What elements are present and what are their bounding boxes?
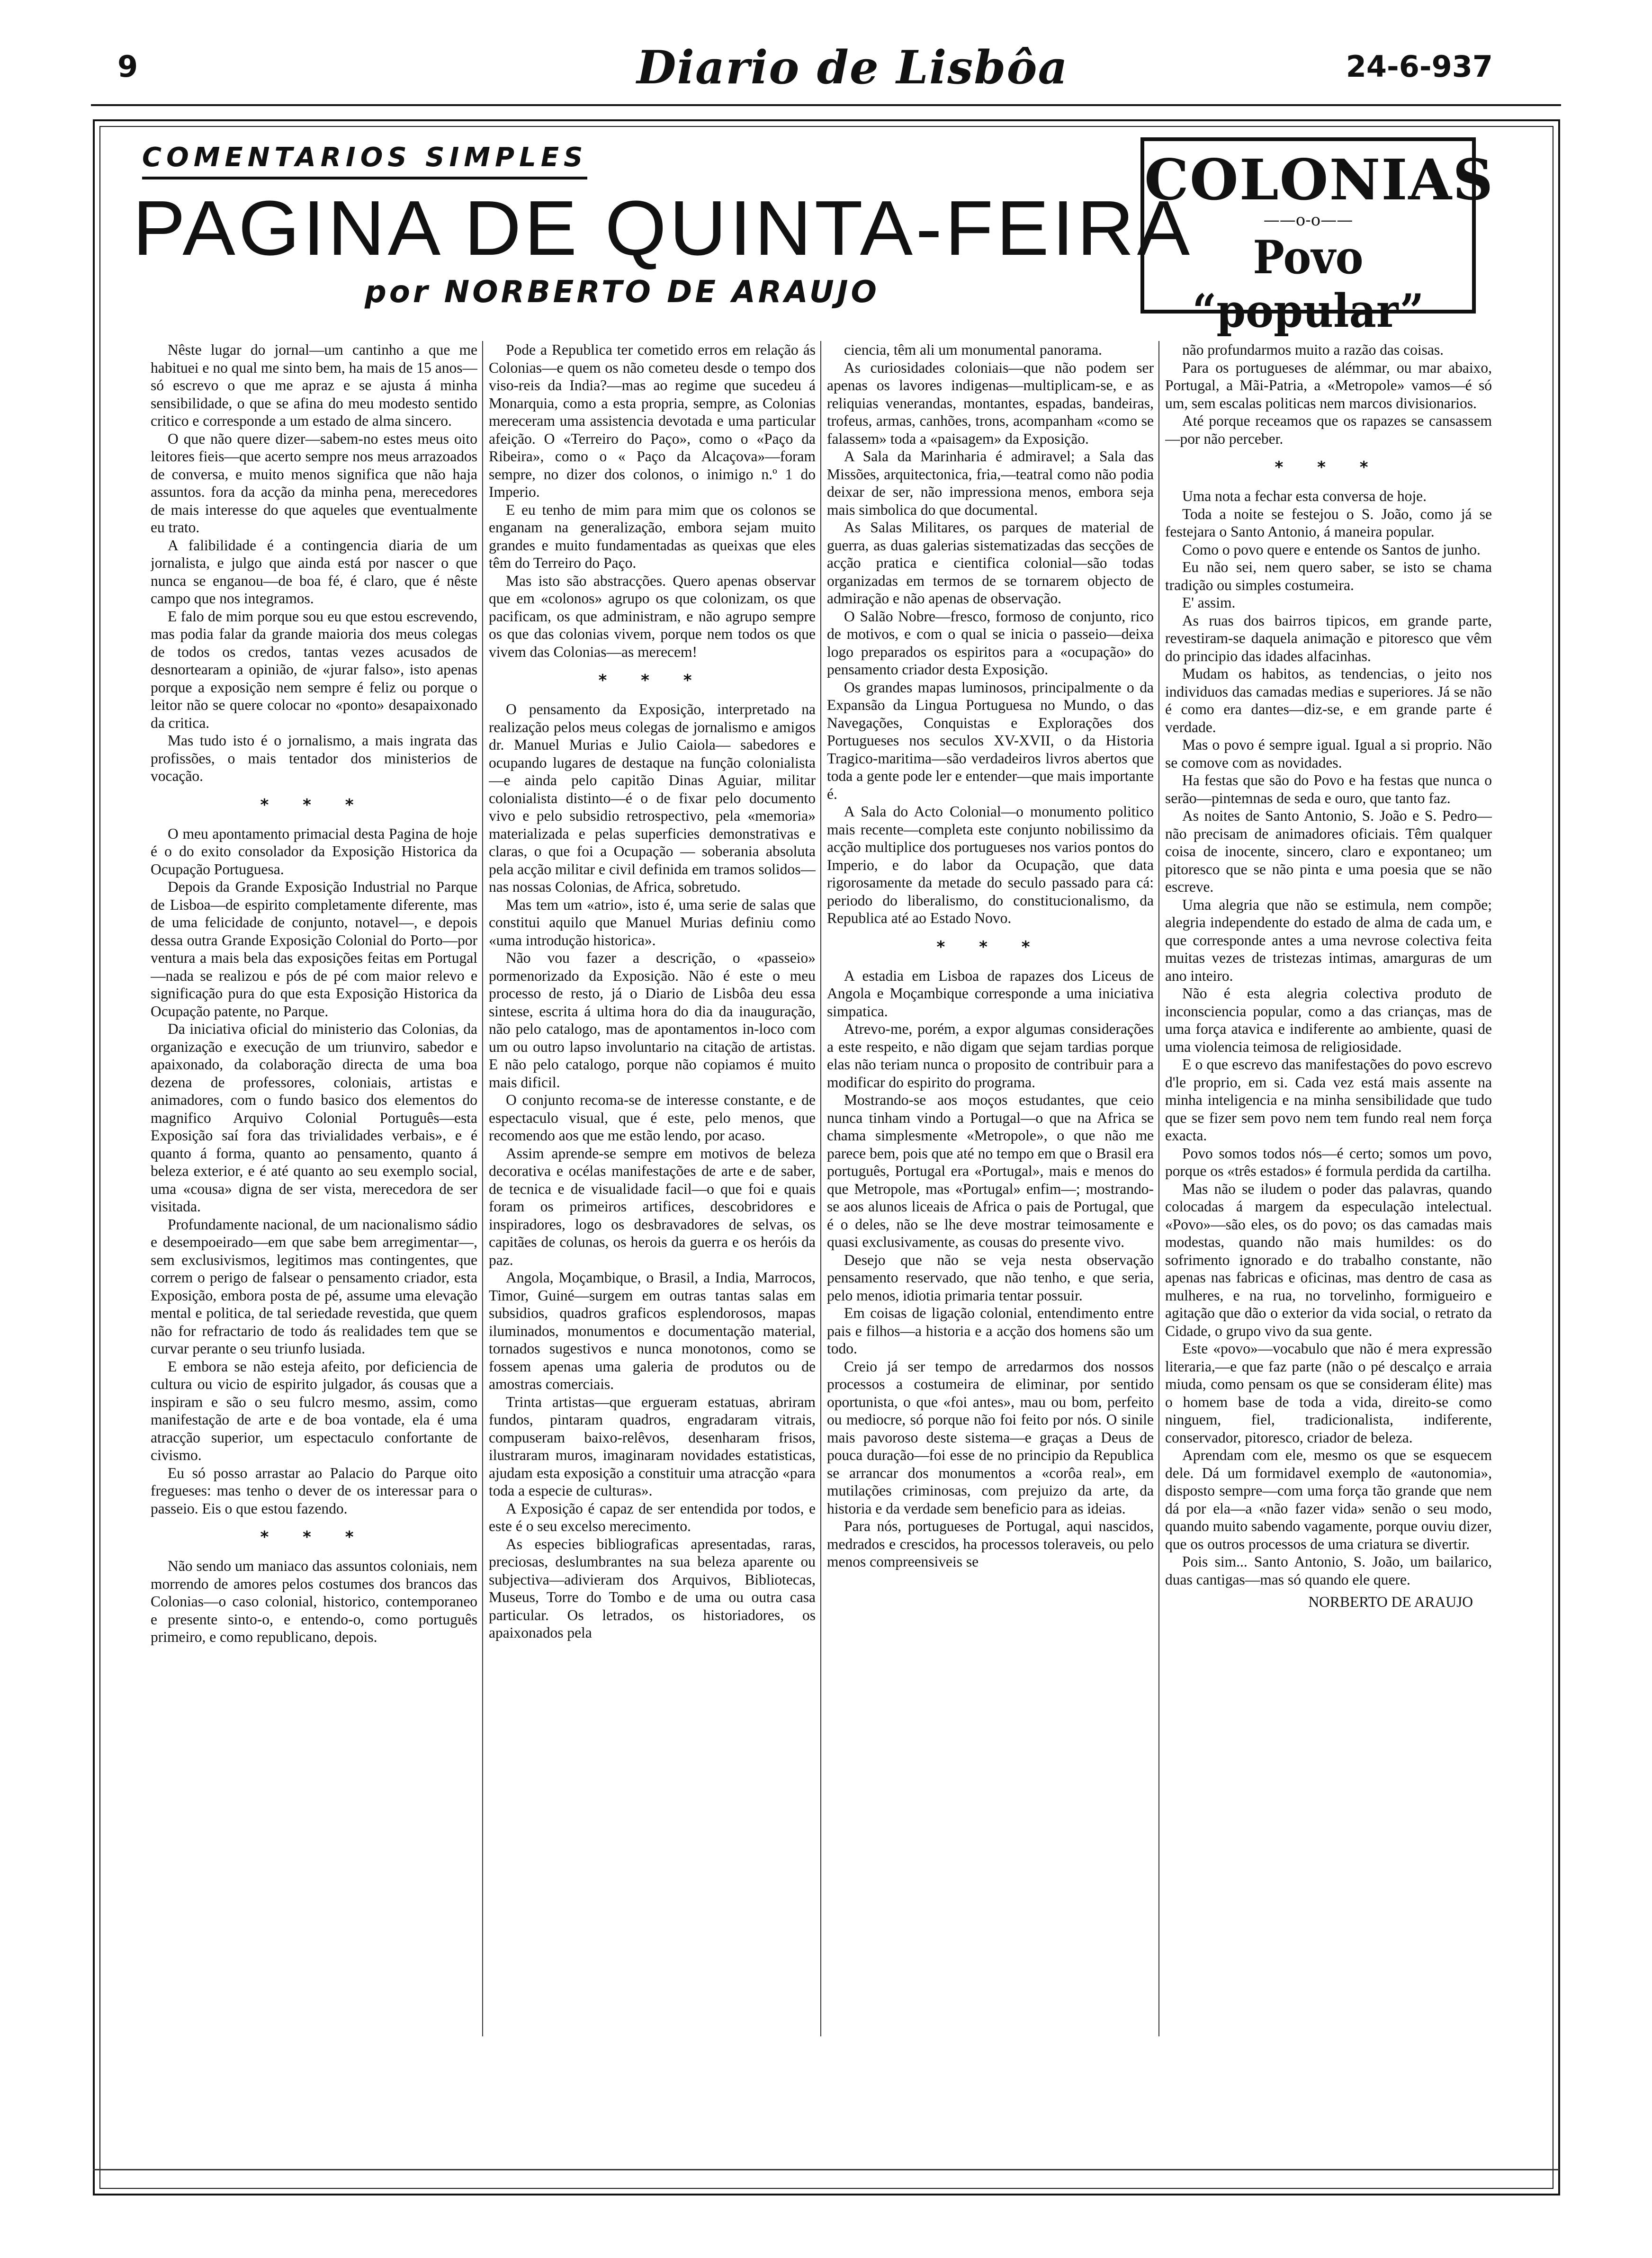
paragraph: A falibilidade é a contingencia diaria de um jornalista, e julgo que ainda está por nascer o que nunca se enganou—de boa fé, é claro, que é nêste campo que nos integramos. xyxy=(151,537,477,607)
column-rule xyxy=(482,341,483,2036)
paragraph: Mostrando-se aos moços estudantes, que ceio nunca tinham vindo a Portugal—o que na Africa se chama simplesmente «Metropole», o que não me parece bem, pois que até no tempo em que o Brasil era português, Portugal era «Portugal», mais e menos do que Metropole, mas «Portugal» enfim—; mostrando-se aos alunos liceais de Africa o pais de Portugal, que é o deles, não se lhe deve mostrar teimosamente e quasi exclusivamente, as cousas do presente vivo. xyxy=(827,1092,1154,1250)
newspaper-masthead: Diario de Lisbôa xyxy=(637,41,1068,94)
section-separator: * * * xyxy=(1275,458,1383,477)
paragraph: Como o povo quere e entende os Santos de junho. xyxy=(1182,541,1481,558)
colonias-subtitle: Povo “popular” xyxy=(1192,231,1424,338)
colonias-title: COLONIAS xyxy=(1144,147,1494,213)
paragraph: Eu só posso arrastar ao Palacio do Parque oito fregueses: mas tenho o dever de os interessar para o passeio. Eis o que estou fazendo. xyxy=(151,1464,477,1517)
paragraph: Mas tudo isto é o jornalismo, a mais ingrata das profissões, o mais tentador dos ministerios de vocação. xyxy=(151,732,477,784)
column-rule xyxy=(820,341,821,2036)
paragraph: Não vou fazer a descrição, o «passeio» pormenorizado da Exposição. Não é este o meu processo de resto, já o Diario de Lisbôa deu essa sintese, escrita á ultima hora do dia da inauguração, não pelo catalogo, mas de apontamentos in-loco com um ou outro lapso involuntario na citação de artistas. E não pelo catalogo, porque não copiamos é muito mais dificil. xyxy=(489,950,816,1091)
paragraph: Nêste lugar do jornal—um cantinho a que me habituei e no qual me sinto bem, ha mais de 15 anos—só escrevo o que me apraz e se ajusta á minha sensibilidade, o que se afina do meu modesto sentido critico e corresponde a um estado de alma sincero. xyxy=(151,341,477,429)
section-separator: * * * xyxy=(598,671,706,690)
paragraph: Pois sim... Santo Antonio, S. João, um bailarico, duas cantigas—mas só quando ele quere. xyxy=(1165,1553,1492,1588)
paragraph: O que não quere dizer—sabem-no estes meus oito leitores fieis—que acerto sempre nos meus arrazoados de conversa, e muito menos significa que não haja assuntos. fora da acção da minha pena, merecedores de mais interesse do que aqueles que eventualmente eu trato. xyxy=(151,430,477,536)
header-rule xyxy=(91,104,1561,106)
paragraph: Assim aprende-se sempre em motivos de beleza decorativa e océlas manifestações de arte e de saber, de tecnica e de visualidade facil—o que foi e quais foram os primeiros artifices, descobridores e inspiradores, logo os desbravadores de selvas, os capitães de colunas, os herois da guerra e os heróis da paz. xyxy=(489,1145,816,1268)
article-headline: PAGINA DE QUINTA-FEIRA xyxy=(133,185,1193,271)
paragraph: O conjunto recoma-se de interesse constante, e de espectaculo visual, que é este, pelo menos, que recomendo aos que me estão lendo, por acaso. xyxy=(489,1092,816,1144)
paragraph: O Salão Nobre—fresco, formoso de conjunto, rico de motivos, e com o qual se inicia o passeio—deixa logo preparados os espiritos para a «ocupação» do pensamento criador desta Exposição. xyxy=(827,608,1154,678)
colonias-sidebar-box xyxy=(1140,137,1494,338)
paragraph: Da iniciativa oficial do ministerio das Colonias, da organização e execução de um triunviro, sabedor e apaixonado, da colaboração directa de uma boa dezena de professores, coloniais, artistas e animadores, com o fundo basico dos elementos do magnifico Arquivo Colonial Português—esta Exposição saí fora das trivialidades verbais», e é quanto á forma, quanto ao pensamento, quanto á beleza exterior, e é até quanto ao seu exemplo social, uma «cousa» digna de ser vista, merecedora de ser visitada. xyxy=(151,1021,477,1215)
paragraph: Não sendo um maniaco das assuntos coloniais, nem morrendo de amores pelos costumes dos brancos das Colonias—o caso colonial, historico, contemporaneo e presente sinto-o, e entendo-o, como português primeiro, e como republicano, depois. xyxy=(151,1558,477,1645)
section-separator: * * * xyxy=(936,937,1044,957)
paragraph: Eu não sei, nem quero saber, se isto se chama tradição ou simples costumeira. xyxy=(1165,559,1492,593)
paragraph: A Sala da Marinharia é admiravel; a Sala das Missões, arquitectonica, fria,—teatral como não podia deixar de ser, não impressiona menos, embora seja mais simbolica do que documental. xyxy=(827,448,1154,518)
paragraph: Os grandes mapas luminosos, principalmente o da Expansão da Lingua Portuguesa no Mundo, o das Navegações, Conquistas e Explorações dos Portugueses nos seculos XV-XVII, o da Historia Tragico-maritima—são verdadeiros livros abertos que toda a gente pode ler e entender—que mais importante é. xyxy=(827,679,1154,802)
paragraph: Uma nota a fechar esta conversa de hoje. xyxy=(1182,488,1427,504)
paragraph: Desejo que não se veja nesta observação pensamento reservado, que não tenho, e que seria, pelo menos, idiotia primaria tentar possuir. xyxy=(827,1251,1154,1304)
paragraph: E embora se não esteja afeito, por deficiencia de cultura ou vicio de espirito julgador, ás cousas que a inspiram e são o seu fulcro mesmo, assim, como manifestação de arte e de boa vontade, ela é uma atracção superior, um espectaculo confortante de civismo. xyxy=(151,1358,477,1463)
paragraph: Toda a noite se festejou o S. João, como já se festejara o Santo Antonio, á maneira popular. xyxy=(1165,505,1492,540)
text-column-1 xyxy=(151,341,477,2074)
paragraph: Povo somos todos nós—é certo; somos um povo, porque os «três estados» é formula perdida da cartilha. xyxy=(1165,1145,1492,1179)
footer-rule xyxy=(93,2169,1559,2170)
paragraph: As noites de Santo Antonio, S. João e S. Pedro—não precisam de animadores oficiais. Têm qualquer coisa de inocente, sincero, claro e expontaneo; um pitoresco que se não pinta e uma poesia que se não escreve. xyxy=(1165,807,1492,895)
paragraph: As especies bibliograficas apresentadas, raras, preciosas, deslumbrantes na sua beleza aparente ou subjectiva—adivieram dos Arquivos, Bibliotecas, Museus, Torre do Tombo e de uma ou outra casa particular. Os letrados, os historiadores, os apaixonados pela xyxy=(489,1535,816,1641)
issue-date: 24-6-937 xyxy=(1346,49,1493,84)
paragraph: ciencia, têm ali um monumental panorama. xyxy=(844,341,1102,358)
paragraph: Até porque receamos que os rapazes se cansassem—por não perceber. xyxy=(1165,412,1492,447)
paragraph: E eu tenho de mim para mim que os colonos se enganam na generalização, embora sejam muito grandes e muito fundamentadas as queixas que eles têm do Terreiro do Paço. xyxy=(489,501,816,571)
text-column-2 xyxy=(489,341,816,2074)
paragraph: As Salas Militares, os parques de material de guerra, as duas galerias sistematizadas das secções de acção pratica e cientifica colonial—são todas organizadas em termos de se tornarem objecto de admiração e não apenas de observação. xyxy=(827,519,1154,607)
paragraph: Aprendam com ele, mesmo os que se esquecem dele. Dá um formidavel exemplo de «autonomia», disposto sempre—com uma força tão grande que nem dá por ela—a «não fazer vida» senão o seu modo, quando muito sabendo vagamente, porque ouviu dizer, que os outros processos de uma criatura se divertir. xyxy=(1165,1447,1492,1552)
paragraph: Atrevo-me, porém, a expor algumas considerações a este respeito, e não digam que sejam tardias porque elas não teriam nunca o proposito de contribuir para a modificar do espirito do programa. xyxy=(827,1021,1154,1091)
paragraph: Profundamente nacional, de um nacionalismo sádio e desempoeirado—em que sabe bem arregimentar—, sem exclusivismos, legitimos mas contingentes, que correm o perigo de falsear o pensamento criador, esta Exposição, embora posta de pé, assume uma elevação mental e politica, de tal seriedade revestida, que quem não for refractario de todo ás realidades tem que se curvar perante o seu triunfo lusiada. xyxy=(151,1216,477,1357)
section-separator: * * * xyxy=(260,795,368,815)
paragraph: Pode a Republica ter cometido erros em relação ás Colonias—e quem os não cometeu desde o tempo dos viso-reis da India?—mas ao regime que sucedeu á Monarquia, como a esta propria, sempre, as Colonias mereceram uma assistencia devotada e uma particular afeição. O «Terreiro do Paço», como o «Paço da Ribeira», como o « Paço da Alcaçova»—foram sempre, no dizer dos colonos, o inimigo n.º 1 do Imperio. xyxy=(489,341,816,500)
paragraph: E falo de mim porque sou eu que estou escrevendo, mas podia falar da grande maioria dos meus colegas de todos os credos, tantas vezes acusados de desnortearam a opinião, de «jurar falso», isto apenas porque a exposição nem sempre é feliz ou porque o leitor não se quere colocar no «ponto» desapaixonado da critica. xyxy=(151,608,477,731)
paragraph: Mudam os habitos, as tendencias, o jeito nos individuos das camadas medias e superiores. Já se não é como era dantes—diz-se, e em grande parte é verdade. xyxy=(1165,665,1492,735)
paragraph: A Exposição é capaz de ser entendida por todos, e este é o seu excelso merecimento. xyxy=(489,1500,816,1534)
paragraph: Este «povo»—vocabulo que não é mera expressão literaria,—e que faz parte (não o pé descalço e arraia miuda, como pensam os que se consideram élite) mas o homem base de toda a vida, direito-se como ninguem, fiel, tradicionalista, indiferente, conservador, pitoresco, criador de beleza. xyxy=(1165,1340,1492,1446)
article-byline: por NORBERTO DE ARAUJO xyxy=(365,275,880,310)
paragraph: Uma alegria que não se estimula, nem compõe; alegria independente do estado de alma de cada um, e que corresponde antes a uma nevrose colectiva feita muitas vezes de tristezas intimas, amarguras de um ano inteiro. xyxy=(1165,896,1492,984)
paragraph: Em coisas de ligação colonial, entendimento entre pais e filhos—a historia e a acção dos homens são um todo. xyxy=(827,1305,1154,1357)
paragraph: Trinta artistas—que ergueram estatuas, abriram fundos, pintaram quadros, engradaram vitrais, compuseram baixo-relêvos, desenharam frisos, ilustraram muros, imaginaram novidades estatisticas, ajudam esta exposição a constituir uma atracção «para toda a especie de culturas». xyxy=(489,1393,816,1499)
paragraph: Ha festas que são do Povo e ha festas que nunca o serão—pintemnas de seda e ouro, que tanto faz. xyxy=(1165,772,1492,806)
section-separator: * * * xyxy=(260,1528,368,1547)
paragraph: A estadia em Lisboa de rapazes dos Liceus de Angola e Moçambique corresponde a uma iniciativa simpatica. xyxy=(827,967,1154,1020)
paragraph: A Sala do Acto Colonial—o monumento politico mais recente—completa este conjunto nobilissimo da acção multiplice dos portugueses nos varios pontos do Imperio, e do labor da Ocupação, que data rigorosamente da metade do seculo passado para cá: periodo do liberalismo, do constitucionalismo, da Republica até ao Estado Novo. xyxy=(827,803,1154,926)
paragraph: E o que escrevo das manifestações do povo escrevo d'le proprio, em si. Cada vez está mais assente na minha inteligencia e na minha sensibilidade que tudo que se fizer sem povo nem tem fundo real nem força exacta. xyxy=(1165,1056,1492,1144)
paragraph: Para os portugueses de alémmar, ou mar abaixo, Portugal, a Mãi-Patria, a «Metropole» vamos—é só um, sem escalas politicas nem marcos divisionarios. xyxy=(1165,359,1492,412)
colonias-ornament: ——o-o—— xyxy=(1263,211,1353,230)
paragraph: Creio já ser tempo de arredarmos dos nossos processos a costumeira de eliminar, por sentido oportunista, o que «foi antes», mau ou bom, perfeito ou mediocre, só porque não foi feito por nós. O sinile mais pavoroso deste sistema—e graças a Deus de pouca duração—foi esse de no principio da Republica se arrancar dos monumentos a «corôa real», em mutilações criminosas, com prejuizo da arte, da historia e da verdade sem beneficio para as ideias. xyxy=(827,1358,1154,1517)
text-column-3 xyxy=(827,341,1154,2074)
column-rule xyxy=(1158,341,1159,2036)
paragraph: As curiosidades coloniais—que não podem ser apenas os lavores indigenas—multiplicam-se, e as reliquias venerandas, montantes, espadas, bandeiras, trofeus, armas, canhões, trons, acompanham «como se falassem» toda a «paisagem» da Exposição. xyxy=(827,359,1154,447)
author-signature: NORBERTO DE ARAUJO xyxy=(1308,1594,1473,1610)
paragraph: Depois da Grande Exposição Industrial no Parque de Lisboa—de espirito completamente diferente, mas de uma felicidade de conjunto, notavel—, e depois dessa outra Grande Exposição Colonial do Porto—por ventura a mais bela das exposições feitas em Portugal—nada se realizou e pós de pé com maior relevo e significação pura do que esta Exposição Historica da Ocupação patente, no Parque. xyxy=(151,878,477,1020)
paragraph: Para nós, portugueses de Portugal, aqui nascidos, medrados e crescidos, ha processos toleraveis, ou pelo menos compreensiveis se xyxy=(827,1518,1154,1570)
page-number: 9 xyxy=(117,49,138,84)
paragraph: Não é esta alegria colectiva produto de inconsciencia popular, como a das crianças, mas de uma força atavica e indiferente ao ambiente, quasi de uma violencia teimosa de religiosidade. xyxy=(1165,985,1492,1055)
paragraph: Mas o povo é sempre igual. Igual a si proprio. Não se comove com as novidades. xyxy=(1165,736,1492,771)
paragraph: não profundarmos muito a razão das coisas. xyxy=(1182,341,1444,358)
paragraph: Angola, Moçambique, o Brasil, a India, Marrocos, Timor, Guiné—surgem em outras tantas salas em subsidios, quadros graficos esplendorosos, mapas iluminados, monumentos e documentação material, tornados sugestivos e nunca monotonos, como se fossem apenas uma galeria de produtos ou de amostras comerciais. xyxy=(489,1269,816,1392)
paragraph: E' assim. xyxy=(1182,594,1236,611)
paragraph: Mas não se iludem o poder das palavras, quando colocadas á margem da especulação intelectual. «Povo»—são eles, os do povo; os das camadas mais modestas, quando não mais humildes: os do sofrimento ignorado e do trabalho constante, não apenas nas fabricas e oficinas, mas dentro de casa as mulheres, e na rua, no torvelinho, formigueiro e agitação que dão o exterior da vida social, o retrato da Cidade, o grupo vivo da sua gente. xyxy=(1165,1180,1492,1339)
paragraph: As ruas dos bairros tipicos, em grande parte, revestiram-se daquela animação e pitoresco que vêm do principio das idades alfacinhas. xyxy=(1165,612,1492,664)
section-kicker: COMENTARIOS SIMPLES xyxy=(142,142,587,179)
paragraph: O pensamento da Exposição, interpretado na realização pelos meus colegas de jornalismo e amigos dr. Manuel Murias e Julio Caiola— sabedores e ocupando lugares de destaque na função colonialista —e ainda pelo capitão Dinas Aguiar, militar colonialista distinto—é o de fixar pelo documento vivo e pelo subsidio retrospectivo, pela «memoria» materializada e pelas superficies demonstrativas e claras, o que foi a Ocupação — soberania absoluta pela acção militar e civil definida em tramos solidos—nas nossas Colonias, de Africa, sobretudo. xyxy=(489,701,816,895)
text-column-4 xyxy=(1165,341,1492,2074)
paragraph: Mas tem um «atrio», isto é, uma serie de salas que constitui aquilo que Manuel Murias definiu como «uma introdução historica». xyxy=(489,896,816,949)
paragraph: O meu apontamento primacial desta Pagina de hoje é o do exito consolador da Exposição Historica da Ocupação Portuguesa. xyxy=(151,825,477,878)
paragraph: Mas isto são abstracções. Quero apenas observar que em «colonos» agrupo os que colonizam, os que pacificam, os que administram, e não agrupo sempre os que das colonias vivem, porque nem todos os que vivem das Colonias—as merecem! xyxy=(489,572,816,660)
